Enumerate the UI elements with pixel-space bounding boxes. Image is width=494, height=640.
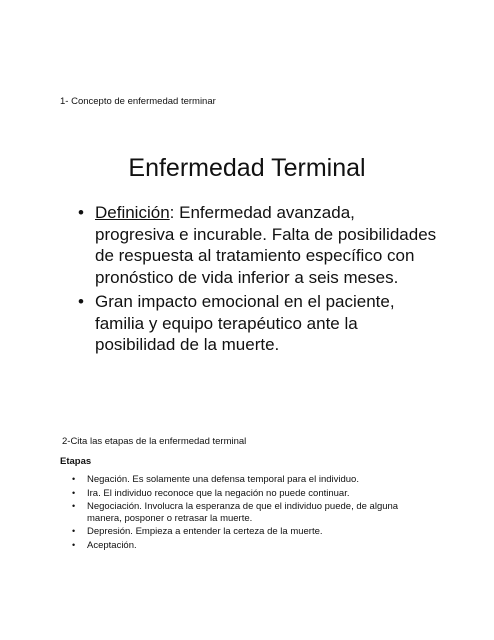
impact-text: Gran impacto emocional en el paciente, familia y equipo terapéutico ante la posibilidad de la muerte.	[95, 292, 395, 354]
etapa-text: Depresión. Empieza a entender la certeza de la muerte.	[87, 526, 323, 537]
etapa-text: Negociación. Involucra la esperanza de que el individuo puede, de alguna manera, posponer o retrasar la muerte.	[87, 501, 399, 524]
definition-text: : Enfermedad avanzada, progresiva e incurable. Falta de posibilidades de respuesta al tratamiento específico con pronóstico de vida inferior a seis meses.	[95, 203, 437, 287]
etapa-item-ira	[72, 488, 432, 500]
etapa-item-depresion	[72, 526, 432, 538]
bullet-icon: •	[72, 501, 76, 511]
slide-bullet-list	[78, 202, 438, 359]
etapa-text: Aceptación.	[87, 539, 137, 551]
bullet-icon: •	[72, 487, 76, 498]
etapa-item-negacion	[72, 474, 432, 486]
question-1-text: 1- Concepto de enfermedad terminar	[60, 96, 216, 107]
slide-bullet-impact	[78, 291, 438, 356]
bullet-icon: •	[72, 474, 76, 484]
etapas-list	[72, 474, 432, 553]
question-2-text: 2-Cita las etapas de la enfermedad terminal	[62, 436, 247, 447]
etapa-text: Negación. Es solamente una defensa temporal para el individuo.	[87, 474, 359, 485]
slide-bullet-definition	[78, 202, 438, 288]
etapas-heading: Etapas	[60, 456, 92, 467]
etapa-item-negociacion	[72, 501, 432, 524]
slide-title: Enfermedad Terminal	[128, 154, 366, 182]
bullet-icon: •	[78, 292, 84, 311]
bullet-icon: •	[78, 203, 84, 222]
definition-term: Definición	[95, 203, 170, 222]
bullet-icon: •	[72, 539, 76, 550]
etapa-text: Ira. El individuo reconoce que la negación no puede continuar.	[87, 487, 350, 499]
bullet-icon: •	[72, 526, 76, 536]
etapa-item-aceptacion	[72, 540, 432, 552]
